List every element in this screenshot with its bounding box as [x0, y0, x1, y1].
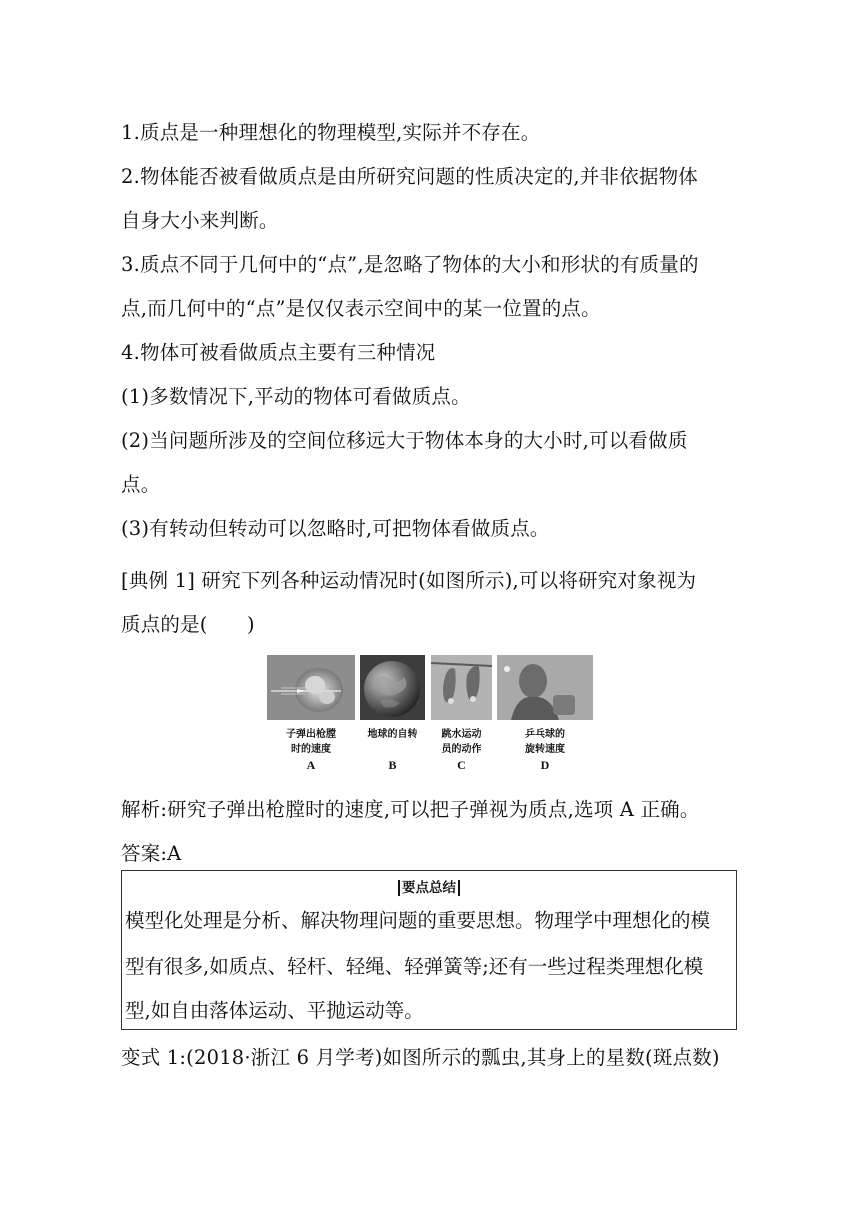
point-2: 2.物体能否被看做质点是由所研究问题的性质决定的,并非依据物体 [121, 165, 699, 188]
bullet-photo [267, 655, 355, 720]
summary-box [121, 870, 737, 1030]
caption-d: 乒乓球的 旋转速度 [525, 729, 565, 755]
diver-photo [431, 655, 492, 720]
summary-line-3: 型,如自由落体运动、平抛运动等。 [125, 999, 424, 1022]
point-3-cont: 点,而几何中的“点”是仅仅表示空间中的某一位置的点。 [121, 297, 601, 320]
summary-line-2: 型有很多,如质点、轻杆、轻绳、轻弹簧等;还有一些过程类理想化模 [125, 955, 704, 978]
point-4-sub-2: (2)当问题所涉及的空间位移远大于物体本身的大小时,可以看做质 [121, 429, 688, 452]
point-4-sub-2-cont: 点。 [121, 473, 161, 496]
option-letter-c: C [457, 758, 466, 772]
caption-a: 子弹出枪膛 时的速度 [286, 729, 336, 755]
summary-title: 要点总结 [122, 876, 736, 896]
caption-c: 跳水运动 员的动作 [441, 729, 482, 755]
earth-photo [360, 655, 425, 720]
point-4-sub-1: (1)多数情况下,平动的物体可看做质点。 [121, 385, 471, 408]
point-4-sub-3: (3)有转动但转动可以忽略时,可把物体看做质点。 [121, 517, 550, 540]
example-figure [267, 655, 593, 775]
point-2-cont: 自身大小来判断。 [121, 209, 279, 232]
point-1: 1.质点是一种理想化的物理模型,实际并不存在。 [121, 121, 541, 144]
option-letter-d: D [540, 758, 550, 772]
caption-b: 地球的自转 [367, 729, 418, 740]
point-3: 3.质点不同于几何中的“点”,是忽略了物体的大小和形状的有质量的 [121, 253, 699, 276]
analysis-text: 解析:研究子弹出枪膛时的速度,可以把子弹视为质点,选项 A 正确。 [121, 798, 700, 821]
pingpong-photo [497, 655, 593, 720]
example-question: [典例 1] 研究下列各种运动情况时(如图所示),可以将研究对象视为 [121, 569, 697, 592]
summary-line-1: 模型化处理是分析、解决物理问题的重要思想。物理学中理想化的模 [125, 909, 711, 932]
option-letter-a: A [306, 758, 316, 772]
option-letter-b: B [388, 758, 397, 772]
variant-question: 变式 1:(2018·浙江 6 月学考)如图所示的瓢虫,其身上的星数(斑点数) [121, 1046, 720, 1069]
point-4: 4.物体可被看做质点主要有三种情况 [121, 341, 436, 364]
answer-text: 答案:A [121, 842, 182, 865]
example-question-cont: 质点的是( ) [121, 613, 255, 636]
